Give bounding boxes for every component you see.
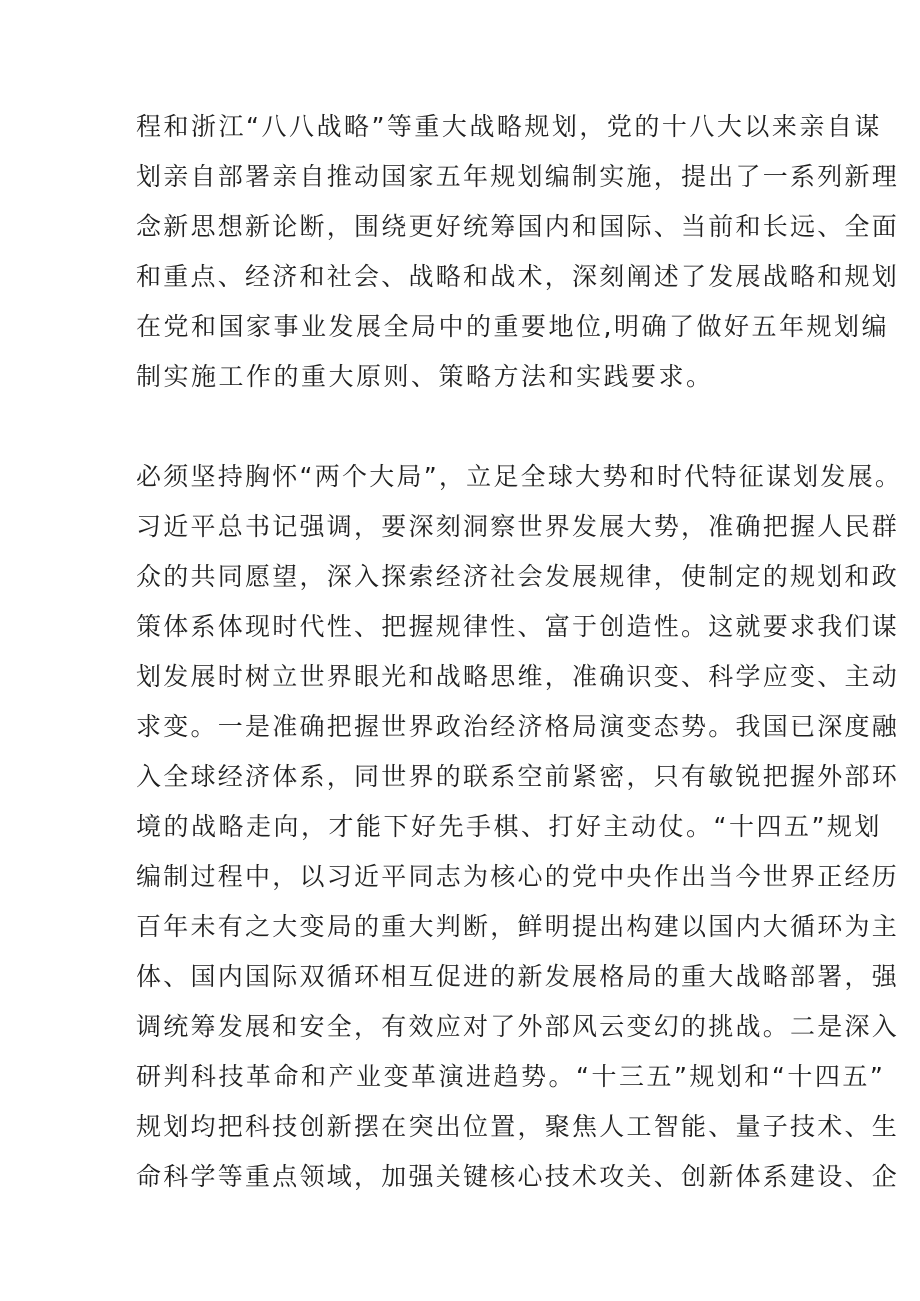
text-line: 编制过程中，以习近平同志为核心的党中央作出当今世界正经历 xyxy=(136,862,900,891)
text-line: 求变。一是准确把握世界政治经济格局演变态势。我国已深度融 xyxy=(136,712,900,741)
text-line: 念新思想新论断，围绕更好统筹国内和国际、当前和长远、全面 xyxy=(136,212,900,241)
text-line: 入全球经济体系，同世界的联系空前紧密，只有敏锐把握外部环 xyxy=(136,762,900,791)
text-line: 和重点、经济和社会、战略和战术，深刻阐述了发展战略和规划 xyxy=(136,262,900,291)
text-line: 体、国内国际双循环相互促进的新发展格局的重大战略部署，强 xyxy=(136,962,900,991)
text-line: 划发展时树立世界眼光和战略思维，准确识变、科学应变、主动 xyxy=(136,662,900,691)
text-line: 众的共同愿望，深入探索经济社会发展规律，使制定的规划和政 xyxy=(136,562,900,591)
text-line: 策体系体现时代性、把握规律性、富于创造性。这就要求我们谋 xyxy=(136,612,900,641)
text-line: 调统筹发展和安全，有效应对了外部风云变幻的挑战。二是深入 xyxy=(136,1012,900,1041)
text-line: 习近平总书记强调，要深刻洞察世界发展大势，准确把握人民群 xyxy=(136,512,900,541)
text-line: 百年未有之大变局的重大判断，鲜明提出构建以国内大循环为主 xyxy=(136,912,900,941)
text-line: 命科学等重点领域，加强关键核心技术攻关、创新体系建设、企 xyxy=(136,1162,900,1191)
text-line: 在党和国家事业发展全局中的重要地位,明确了做好五年规划编 xyxy=(136,312,889,341)
text-line: 研判科技革命和产业变革演进趋势。“十三五”规划和“十四五” xyxy=(136,1062,886,1091)
text-line: 必须坚持胸怀“两个大局”，立足全球大势和时代特征谋划发展。 xyxy=(136,462,903,491)
text-line: 规划均把科技创新摆在突出位置，聚焦人工智能、量子技术、生 xyxy=(136,1112,900,1141)
text-line: 划亲自部署亲自推动国家五年规划编制实施，提出了一系列新理 xyxy=(136,162,900,191)
text-line: 境的战略走向，才能下好先手棋、打好主动仗。“十四五”规划 xyxy=(136,812,882,841)
text-line: 程和浙江“八八战略”等重大战略规划，党的十八大以来亲自谋 xyxy=(136,112,882,141)
text-line: 制实施工作的重大原则、策略方法和实践要求。 xyxy=(136,362,714,391)
